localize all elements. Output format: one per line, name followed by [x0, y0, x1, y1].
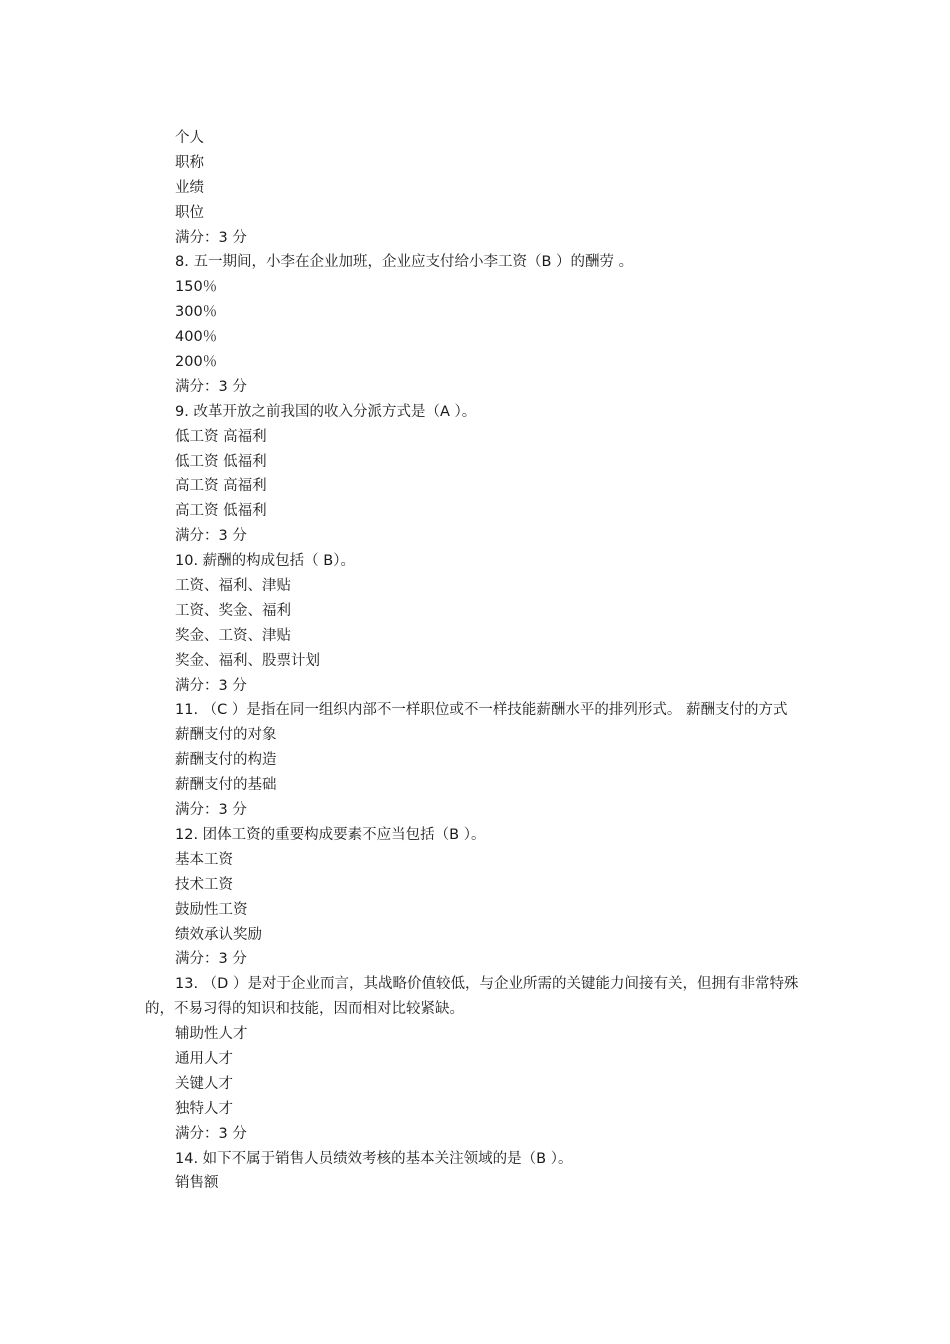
question-13: 13. （D ）是对于企业而言，其战略价值较低，与企业所需的关键能力间接有关，但拥有非常特殊的，不易习得的知识和技能，因而相对比较紧缺。 — [145, 976, 799, 1018]
exam-content — [145, 126, 810, 1196]
score-line: 满分：3 分 — [175, 802, 247, 819]
option-item: 独特人才 — [175, 1100, 233, 1117]
option-item: 鼓励性工资 — [175, 901, 248, 918]
option-item: 低工资 低福利 — [175, 453, 267, 470]
option-item: 300％ — [175, 304, 218, 321]
option-item: 400％ — [175, 329, 218, 346]
score-line: 满分：3 分 — [175, 951, 247, 968]
option-item: 低工资 高福利 — [175, 428, 267, 445]
score-line: 满分：3 分 — [175, 1125, 247, 1142]
option-item: 业绩 — [175, 179, 204, 196]
score-line: 满分：3 分 — [175, 378, 247, 395]
score-line: 满分：3 分 — [175, 677, 247, 694]
option-item: 绩效承认奖励 — [175, 926, 262, 943]
option-item: 150％ — [175, 279, 218, 296]
question-9: 9. 改革开放之前我国的收入分派方式是（A ）。 — [175, 403, 477, 420]
question-14: 14. 如下不属于销售人员绩效考核的基本关注领域的是（B ）。 — [175, 1150, 573, 1167]
option-item: 关键人才 — [175, 1075, 233, 1092]
option-item: 工资、奖金、福利 — [175, 602, 291, 619]
option-item: 辅助性人才 — [175, 1026, 248, 1043]
option-item: 技术工资 — [175, 876, 233, 893]
option-item: 职位 — [175, 204, 204, 221]
option-item: 工资、福利、津贴 — [175, 578, 291, 595]
option-item: 高工资 高福利 — [175, 478, 267, 495]
question-10: 10. 薪酬的构成包括（ B）。 — [175, 553, 355, 570]
question-12: 12. 团体工资的重要构成要素不应当包括（B ）。 — [175, 826, 486, 843]
option-item: 个人 — [175, 130, 204, 146]
option-item: 薪酬支付的对象 — [175, 727, 277, 744]
score-line: 满分：3 分 — [175, 229, 247, 246]
option-item: 薪酬支付的基础 — [175, 777, 277, 794]
option-item: 职称 — [175, 154, 204, 171]
option-item: 200％ — [175, 354, 218, 371]
option-item: 基本工资 — [175, 851, 233, 868]
option-item: 薪酬支付的构造 — [175, 752, 277, 769]
option-item: 奖金、福利、股票计划 — [175, 652, 320, 669]
option-item: 销售额 — [175, 1175, 219, 1192]
question-11: 11. （C ）是指在同一组织内部不一样职位或不一样技能薪酬水平的排列形式。 薪酬支付的方式 — [175, 702, 788, 719]
option-item: 奖金、工资、津贴 — [175, 627, 291, 644]
score-line: 满分：3 分 — [175, 528, 247, 545]
option-item: 高工资 低福利 — [175, 503, 267, 520]
option-item: 通用人才 — [175, 1051, 233, 1067]
question-8: 8. 五一期间，小李在企业加班，企业应支付给小李工资（B ）的酬劳 。 — [175, 254, 634, 271]
